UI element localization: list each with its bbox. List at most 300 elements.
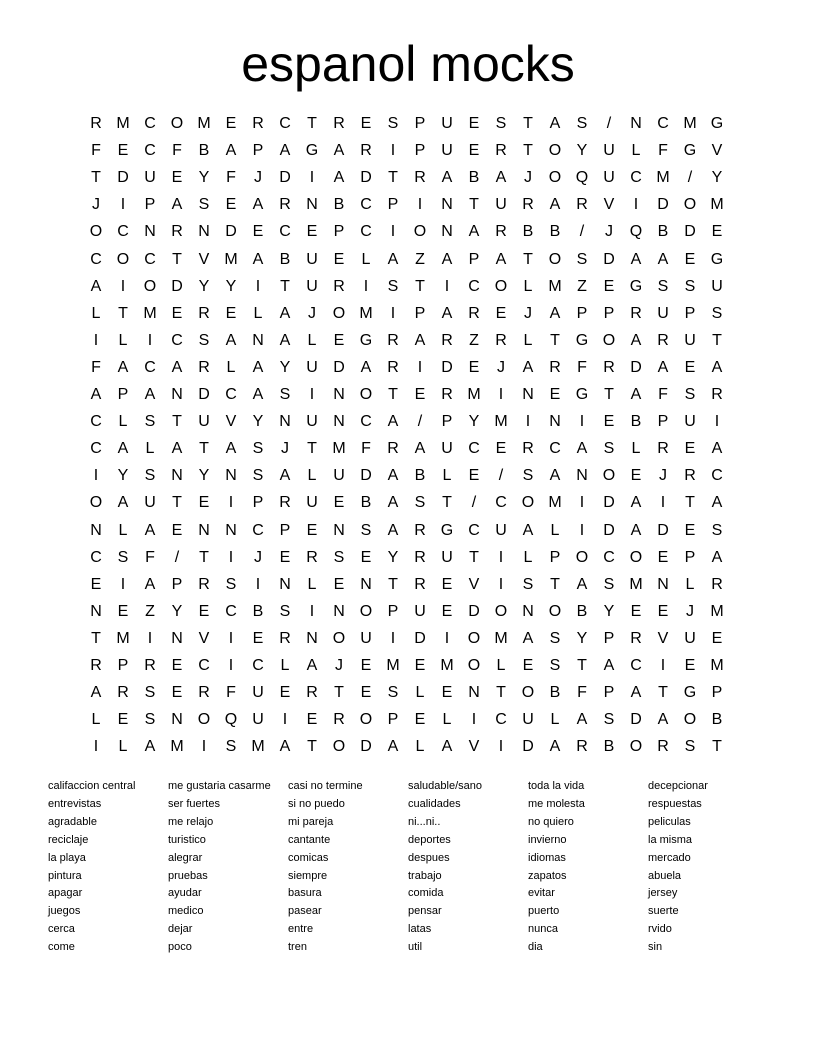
grid-letter: J	[686, 602, 694, 620]
grid-letter: N	[171, 386, 183, 403]
grid-letter: A	[387, 467, 399, 485]
grid-letter: B	[522, 223, 534, 241]
grid-letter: O	[521, 684, 535, 702]
grid-letter: O	[359, 711, 373, 729]
grid-letter: E	[171, 304, 183, 322]
grid-letter: F	[361, 440, 371, 458]
grid-letter: T	[469, 548, 479, 566]
grid-letter: R	[333, 277, 345, 295]
grid-letter: M	[116, 115, 130, 132]
grid-letter: I	[228, 548, 234, 566]
grid-letter: M	[656, 169, 670, 187]
grid-letter: A	[576, 711, 588, 729]
grid-letter: C	[360, 223, 372, 241]
grid-letter: A	[171, 196, 183, 214]
word-item: cantante	[288, 833, 331, 846]
word-column	[288, 778, 403, 957]
grid-letter: S	[225, 738, 237, 756]
grid-letter: N	[441, 223, 453, 241]
word-item: suerte	[648, 905, 679, 918]
grid-letter: T	[334, 684, 344, 702]
grid-letter: U	[603, 169, 615, 187]
grid-letter: A	[711, 548, 723, 566]
grid-letter: E	[684, 250, 696, 268]
word-item: casi no termine	[288, 780, 363, 792]
grid-letter: A	[90, 277, 102, 295]
grid-letter: D	[630, 358, 642, 376]
grid-letter: R	[657, 738, 669, 756]
grid-letter: T	[658, 684, 668, 702]
grid-letter: A	[549, 196, 561, 214]
grid-letter: /	[687, 169, 693, 187]
grid-letter: C	[603, 548, 615, 566]
grid-letter: L	[118, 521, 128, 539]
grid-letter: O	[548, 602, 562, 620]
grid-letter: A	[225, 142, 237, 160]
word-item: despues	[408, 851, 450, 864]
word-item: califaccion central	[48, 780, 136, 792]
grid-letter: S	[657, 277, 669, 295]
grid-letter: A	[387, 738, 399, 756]
grid-letter: Y	[198, 467, 210, 485]
grid-letter: L	[523, 331, 533, 349]
word-item: jersey	[648, 887, 678, 900]
grid-letter: T	[469, 196, 479, 214]
grid-letter: M	[197, 115, 211, 132]
word-item: cualidades	[408, 797, 461, 810]
grid-letter: O	[683, 711, 697, 729]
word-item: dejar	[168, 923, 193, 936]
grid-letter: N	[279, 575, 291, 593]
word-item: pruebas	[168, 869, 208, 882]
grid-letter: I	[444, 629, 450, 647]
grid-letter: G	[575, 386, 589, 403]
word-item: toda la vida	[528, 780, 585, 792]
grid-letter: N	[198, 223, 210, 241]
grid-letter: I	[390, 629, 396, 647]
grid-letter: N	[576, 467, 588, 485]
grid-letter: P	[171, 575, 183, 593]
grid-letter: O	[197, 711, 211, 729]
grid-letter: T	[604, 386, 614, 403]
word-item: saludable/sano	[408, 780, 483, 792]
grid-letter: L	[685, 575, 695, 593]
grid-letter: G	[629, 277, 643, 295]
grid-letter: R	[198, 575, 210, 593]
grid-letter: S	[252, 440, 264, 458]
grid-letter: E	[171, 684, 183, 702]
grid-letter: P	[711, 684, 723, 702]
grid-letter: G	[440, 521, 454, 539]
grid-letter: U	[603, 142, 615, 160]
grid-letter: A	[495, 250, 507, 268]
grid-letter: A	[711, 494, 723, 512]
grid-letter: E	[306, 521, 318, 539]
grid-letter: E	[684, 440, 696, 458]
grid-letter: E	[225, 304, 237, 322]
grid-letter: L	[550, 711, 560, 729]
grid-letter: E	[711, 223, 723, 241]
grid-letter: E	[171, 657, 183, 674]
grid-letter: A	[549, 115, 561, 132]
word-item: rvido	[648, 923, 672, 936]
word-item: invierno	[528, 833, 567, 846]
grid-letter: V	[603, 196, 615, 214]
grid-letter: A	[630, 386, 642, 403]
grid-letter: U	[198, 413, 210, 431]
grid-letter: C	[144, 142, 156, 160]
grid-letter: P	[603, 629, 615, 647]
grid-letter: A	[630, 521, 642, 539]
grid-letter: N	[171, 629, 183, 647]
grid-letter: U	[711, 277, 723, 295]
grid-letter: O	[116, 250, 130, 268]
grid-letter: A	[441, 250, 453, 268]
grid-letter: S	[549, 629, 561, 647]
grid-letter: E	[360, 115, 372, 132]
grid-letter: L	[118, 331, 128, 349]
grid-letter: A	[630, 250, 642, 268]
grid-letter: A	[117, 358, 129, 376]
grid-letter: C	[657, 115, 669, 132]
grid-letter: U	[522, 711, 534, 729]
grid-letter: R	[90, 115, 102, 132]
grid-letter: L	[280, 657, 290, 674]
grid-letter: A	[225, 440, 237, 458]
grid-letter: E	[684, 521, 696, 539]
grid-letter: Y	[711, 169, 723, 187]
grid-letter: I	[444, 277, 450, 295]
grid-letter: R	[468, 304, 480, 322]
grid-letter: P	[468, 250, 480, 268]
grid-letter: T	[550, 331, 560, 349]
grid-letter: L	[523, 548, 533, 566]
grid-letter: P	[279, 521, 291, 539]
grid-letter: J	[659, 467, 667, 485]
grid-letter: V	[657, 629, 669, 647]
grid-letter: A	[657, 250, 669, 268]
word-item: ayudar	[168, 887, 202, 900]
grid-letter: M	[440, 657, 454, 674]
grid-letter: O	[467, 657, 481, 674]
grid-letter: D	[603, 494, 615, 512]
grid-letter: T	[199, 440, 209, 458]
grid-letter: /	[471, 494, 477, 512]
grid-letter: N	[360, 575, 372, 593]
grid-letter: A	[144, 521, 156, 539]
grid-letter: O	[359, 602, 373, 620]
grid-letter: B	[279, 250, 291, 268]
grid-letter: I	[120, 277, 126, 295]
grid-letter: I	[498, 575, 504, 593]
grid-letter: D	[225, 223, 237, 241]
grid-letter: O	[413, 223, 427, 241]
grid-letter: C	[360, 413, 372, 431]
grid-letter: F	[145, 548, 155, 566]
grid-letter: C	[495, 494, 507, 512]
grid-letter: Q	[629, 223, 643, 241]
grid-letter: R	[333, 711, 345, 729]
grid-letter: E	[414, 711, 426, 729]
word-item: pensar	[408, 905, 442, 918]
grid-letter: A	[144, 575, 156, 593]
grid-letter: T	[523, 142, 533, 160]
grid-letter: S	[387, 684, 399, 702]
grid-letter: G	[683, 684, 697, 702]
word-item: me gustaria casarme	[168, 780, 271, 792]
grid-letter: A	[549, 738, 561, 756]
grid-letter: O	[332, 304, 346, 322]
word-item: basura	[288, 887, 322, 900]
grid-letter: A	[711, 440, 723, 458]
grid-letter: N	[333, 521, 345, 539]
grid-letter: I	[309, 169, 315, 187]
grid-letter: E	[630, 602, 642, 620]
grid-letter: S	[684, 277, 696, 295]
grid-letter: P	[387, 196, 399, 214]
grid-letter: A	[522, 521, 534, 539]
word-item: apagar	[48, 887, 83, 900]
grid-letter: U	[657, 304, 669, 322]
grid-letter: T	[550, 575, 560, 593]
word-item: tren	[288, 941, 307, 954]
grid-letter: E	[711, 629, 723, 647]
grid-letter: O	[143, 277, 157, 295]
grid-letter: I	[363, 277, 369, 295]
grid-letter: N	[522, 602, 534, 620]
grid-letter: B	[711, 711, 723, 729]
word-item: siempre	[288, 869, 328, 882]
grid-letter: M	[386, 657, 400, 674]
grid-letter: F	[577, 684, 587, 702]
grid-letter: N	[279, 413, 291, 431]
grid-letter: J	[605, 223, 613, 241]
grid-letter: D	[603, 250, 615, 268]
grid-letter: M	[251, 738, 265, 756]
grid-letter: /	[417, 413, 423, 431]
grid-letter: D	[279, 169, 291, 187]
grid-letter: E	[225, 196, 237, 214]
grid-letter: R	[657, 440, 669, 458]
grid-letter: P	[387, 602, 399, 620]
grid-letter: M	[710, 602, 724, 620]
grid-letter: U	[495, 521, 507, 539]
word-item: deportes	[408, 833, 451, 846]
grid-letter: R	[549, 358, 561, 376]
grid-letter: J	[308, 304, 316, 322]
grid-letter: I	[93, 467, 99, 485]
grid-letter: N	[333, 602, 345, 620]
grid-letter: I	[255, 575, 261, 593]
grid-letter: F	[226, 684, 236, 702]
grid-letter: E	[198, 602, 210, 620]
grid-letter: E	[441, 602, 453, 620]
grid-letter: U	[144, 169, 156, 187]
grid-letter: T	[577, 657, 587, 674]
grid-letter: B	[549, 223, 561, 241]
grid-letter: I	[93, 738, 99, 756]
grid-letter: E	[414, 386, 426, 403]
grid-letter: L	[118, 738, 128, 756]
grid-letter: Y	[576, 629, 588, 647]
grid-letter: E	[603, 277, 615, 295]
word-item: come	[48, 941, 75, 954]
grid-letter: R	[522, 440, 534, 458]
grid-letter: /	[174, 548, 180, 566]
grid-letter: A	[549, 304, 561, 322]
grid-letter: I	[390, 223, 396, 241]
grid-letter: C	[171, 331, 183, 349]
grid-letter: S	[603, 575, 615, 593]
word-item: pintura	[48, 869, 82, 882]
grid-letter: A	[657, 358, 669, 376]
grid-letter: E	[468, 467, 480, 485]
grid-letter: S	[549, 657, 561, 674]
grid-letter: C	[711, 467, 723, 485]
grid-letter: D	[441, 358, 453, 376]
grid-letter: T	[91, 169, 101, 187]
grid-letter: /	[579, 223, 585, 241]
grid-letter: P	[333, 223, 345, 241]
grid-letter: Z	[469, 331, 479, 349]
grid-letter: C	[279, 223, 291, 241]
grid-letter: S	[144, 467, 156, 485]
word-item: evitar	[528, 887, 555, 900]
grid-letter: I	[309, 386, 315, 403]
grid-letter: N	[630, 115, 642, 132]
grid-letter: B	[576, 602, 588, 620]
page-title: espanol mocks	[241, 36, 575, 92]
grid-letter: A	[117, 494, 129, 512]
grid-letter: Y	[252, 413, 264, 431]
word-item: puerto	[528, 905, 560, 918]
grid-letter: A	[171, 440, 183, 458]
grid-letter: M	[332, 440, 346, 458]
grid-letter: A	[630, 684, 642, 702]
grid-letter: M	[710, 196, 724, 214]
grid-letter: T	[307, 115, 317, 132]
grid-letter: L	[361, 250, 371, 268]
grid-letter: /	[606, 115, 612, 132]
grid-letter: O	[548, 169, 562, 187]
grid-letter: L	[631, 142, 641, 160]
grid-letter: E	[522, 657, 534, 674]
grid-letter: A	[441, 169, 453, 187]
grid-letter: L	[226, 358, 236, 376]
word-item: mi pareja	[288, 815, 334, 828]
grid-letter: G	[575, 331, 589, 349]
grid-letter: A	[171, 358, 183, 376]
grid-letter: U	[441, 115, 453, 132]
grid-letter: I	[525, 413, 531, 431]
grid-letter: P	[414, 304, 426, 322]
grid-letter: I	[201, 738, 207, 756]
grid-letter: L	[91, 304, 101, 322]
grid-letter: L	[307, 575, 317, 593]
grid-letter: E	[333, 575, 345, 593]
grid-letter: T	[199, 548, 209, 566]
word-item: me molesta	[528, 797, 585, 810]
grid-letter: R	[441, 386, 453, 403]
word-item: si no puedo	[288, 797, 345, 810]
grid-letter: R	[279, 196, 291, 214]
grid-letter: R	[630, 304, 642, 322]
grid-letter: R	[576, 196, 588, 214]
grid-letter: D	[198, 386, 210, 403]
grid-letter: B	[549, 684, 561, 702]
grid-letter: I	[147, 331, 153, 349]
grid-letter: L	[307, 331, 317, 349]
grid-letter: P	[252, 494, 264, 512]
grid-letter: N	[144, 223, 156, 241]
grid-letter: O	[629, 738, 643, 756]
grid-letter: L	[442, 711, 452, 729]
grid-letter: S	[414, 494, 426, 512]
grid-letter: S	[387, 277, 399, 295]
grid-letter: F	[658, 142, 668, 160]
grid-letter: B	[252, 602, 264, 620]
grid-letter: O	[548, 142, 562, 160]
grid-letter: L	[631, 440, 641, 458]
grid-letter: N	[333, 413, 345, 431]
grid-letter: S	[144, 684, 156, 702]
word-item: no quiero	[528, 815, 574, 828]
grid-letter: R	[360, 142, 372, 160]
grid-letter: S	[279, 386, 291, 403]
word-column	[48, 778, 163, 957]
grid-letter: D	[657, 196, 669, 214]
grid-letter: R	[657, 331, 669, 349]
grid-letter: U	[252, 711, 264, 729]
grid-letter: S	[495, 115, 507, 132]
grid-letter: Y	[117, 467, 129, 485]
grid-letter: U	[333, 467, 345, 485]
grid-letter: T	[172, 494, 182, 512]
grid-letter: N	[549, 413, 561, 431]
grid-letter: P	[603, 304, 615, 322]
grid-letter: C	[90, 440, 102, 458]
grid-letter: U	[144, 494, 156, 512]
grid-letter: O	[575, 548, 589, 566]
grid-letter: Z	[577, 277, 587, 295]
grid-letter: J	[92, 196, 100, 214]
grid-letter: U	[495, 196, 507, 214]
grid-letter: B	[414, 467, 426, 485]
grid-letter: U	[306, 358, 318, 376]
grid-letter: S	[522, 575, 534, 593]
grid-letter: E	[198, 494, 210, 512]
grid-letter: L	[442, 467, 452, 485]
grid-letter: M	[467, 386, 481, 403]
grid-letter: Y	[198, 169, 210, 187]
grid-letter: T	[712, 738, 722, 756]
grid-letter: B	[657, 223, 669, 241]
grid-letter: E	[117, 711, 129, 729]
grid-letter: R	[387, 440, 399, 458]
grid-letter: A	[414, 331, 426, 349]
grid-letter: O	[602, 331, 616, 349]
grid-letter: E	[171, 169, 183, 187]
grid-letter: S	[198, 331, 210, 349]
grid-letter: I	[579, 521, 585, 539]
grid-letter: Y	[576, 142, 588, 160]
grid-letter: T	[388, 575, 398, 593]
grid-letter: G	[683, 142, 697, 160]
grid-letter: F	[658, 386, 668, 403]
grid-letter: N	[171, 467, 183, 485]
grid-letter: J	[524, 304, 532, 322]
grid-letter: R	[198, 304, 210, 322]
